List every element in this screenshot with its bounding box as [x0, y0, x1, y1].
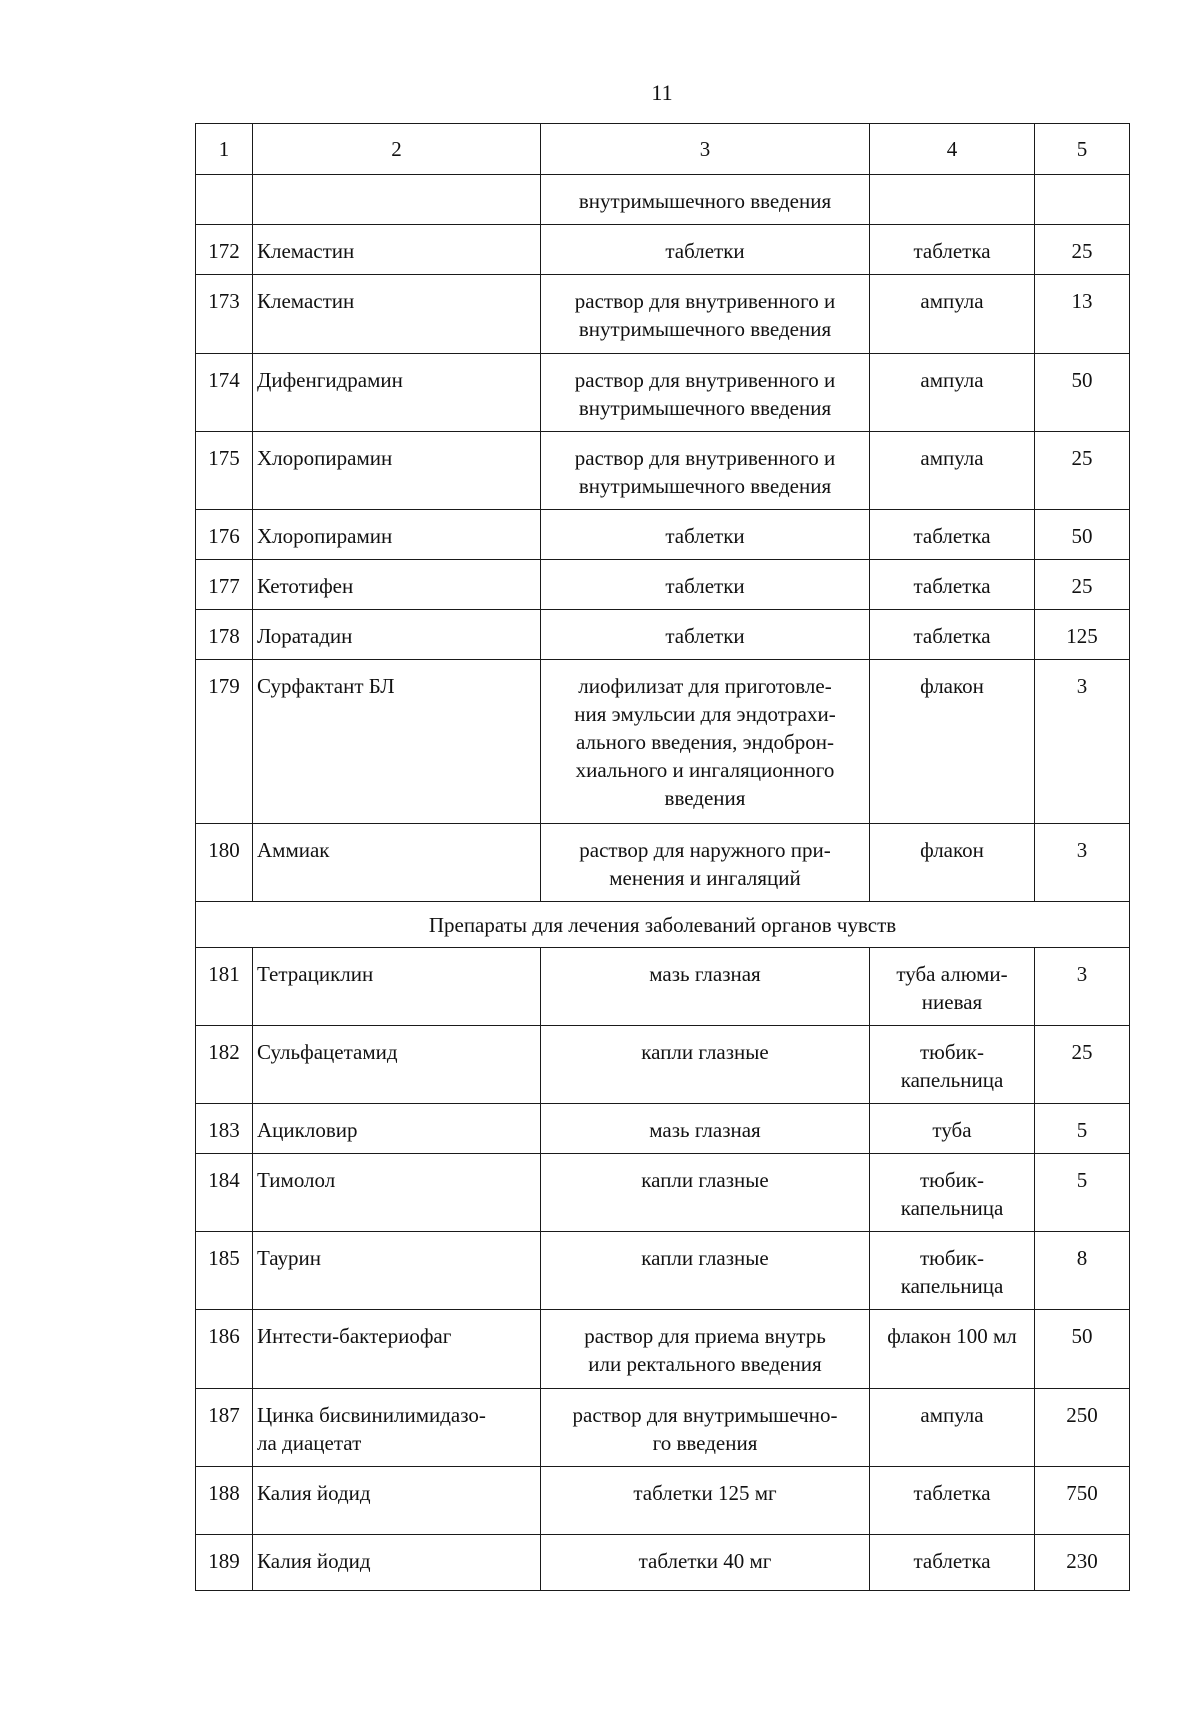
continuation-form-cell [541, 175, 870, 225]
table-row [196, 1467, 1130, 1535]
package-unit-text: флакон 100 мл [887, 1324, 1017, 1348]
table-row [196, 1104, 1130, 1154]
section-title: Препараты для лечения заболеваний органов чувств [196, 902, 1130, 948]
package-unit-cell [870, 275, 1035, 354]
dosage-form-text: лиофилизат для приготовле- [578, 674, 832, 698]
column-header-5: 5 [1035, 124, 1130, 175]
table-row [196, 824, 1130, 902]
drug-name-cell [253, 510, 541, 560]
package-unit-cell [870, 1026, 1035, 1104]
drug-name-text: ла диацетат [257, 1431, 362, 1455]
table-row [196, 1026, 1130, 1104]
quantity: 125 [1035, 610, 1130, 660]
dosage-form-text: внутримышечного введения [578, 474, 832, 498]
package-unit-text: таблетка [913, 574, 991, 598]
drug-name-text: Аммиак [257, 838, 330, 862]
package-unit-cell [870, 432, 1035, 510]
dosage-form-text: таблетки [665, 624, 745, 648]
quantity: 50 [1035, 354, 1130, 432]
dosage-form-cell [541, 660, 870, 824]
section-header-row [196, 902, 1130, 948]
table-row [196, 225, 1130, 275]
drug-name-text: Калия йодид [257, 1481, 371, 1505]
row-number: 180 [196, 824, 253, 902]
table-row [196, 510, 1130, 560]
dosage-form-text: капли глазные [641, 1168, 769, 1192]
drug-name-text: Калия йодид [257, 1549, 371, 1573]
row-number: 185 [196, 1232, 253, 1310]
dosage-form-text: капли глазные [641, 1040, 769, 1064]
row-number: 179 [196, 660, 253, 824]
drug-name-text: Ацикловир [257, 1118, 358, 1142]
row-number: 177 [196, 560, 253, 610]
page-number: 11 [651, 80, 673, 105]
drug-name-cell [253, 1154, 541, 1232]
dosage-form-cell [541, 510, 870, 560]
quantity: 750 [1035, 1467, 1130, 1535]
dosage-form-text: введения [664, 786, 746, 810]
table-row [196, 1389, 1130, 1467]
package-unit-cell [870, 1310, 1035, 1389]
quantity: 3 [1035, 660, 1130, 824]
row-number: 178 [196, 610, 253, 660]
drug-name-text: Хлоропирамин [257, 524, 393, 548]
row-number: 172 [196, 225, 253, 275]
dosage-form-text: хиального и ингаляционного [575, 758, 835, 782]
package-unit-text: туба алюми- [896, 962, 1008, 986]
package-unit-cell [870, 1389, 1035, 1467]
quantity: 25 [1035, 1026, 1130, 1104]
drug-name-cell [253, 610, 541, 660]
table-row [196, 432, 1130, 510]
medication-table [195, 123, 1130, 1591]
package-unit-cell [870, 354, 1035, 432]
drug-name-cell [253, 1467, 541, 1535]
dosage-form-text: внутримышечного введения [578, 317, 832, 341]
package-unit-cell [870, 1467, 1035, 1535]
package-unit-text: тюбик- [920, 1246, 984, 1270]
dosage-form-cell [541, 1535, 870, 1591]
row-number: 181 [196, 948, 253, 1026]
package-unit-cell [870, 1104, 1035, 1154]
quantity: 13 [1035, 275, 1130, 354]
dosage-form-text: мазь глазная [649, 1118, 761, 1142]
dosage-form-cell [541, 824, 870, 902]
drug-name-text: Кетотифен [257, 574, 354, 598]
dosage-form-text: таблетки 40 мг [638, 1549, 772, 1573]
drug-name-text: Клемастин [257, 239, 355, 263]
package-unit-text: таблетка [913, 1481, 991, 1505]
quantity: 5 [1035, 1104, 1130, 1154]
drug-name-cell [253, 1232, 541, 1310]
column-header-row [196, 124, 1130, 175]
dosage-form-text: таблетки 125 мг [633, 1481, 777, 1505]
drug-name-cell [253, 1104, 541, 1154]
table-row [196, 660, 1130, 824]
dosage-form-cell [541, 275, 870, 354]
dosage-form-text: мазь глазная [649, 962, 761, 986]
dosage-form-text: ального введения, эндоброн- [576, 730, 834, 754]
package-unit-cell [870, 1535, 1035, 1591]
drug-name-text: Лоратадин [257, 624, 353, 648]
dosage-form-cell [541, 432, 870, 510]
dosage-form-cell [541, 1310, 870, 1389]
drug-name-text: Хлоропирамин [257, 446, 393, 470]
column-header-2: 2 [253, 124, 541, 175]
quantity: 3 [1035, 824, 1130, 902]
table-row [196, 275, 1130, 354]
quantity: 8 [1035, 1232, 1130, 1310]
package-unit-text: тюбик- [920, 1168, 984, 1192]
dosage-form-cell [541, 1026, 870, 1104]
row-number: 175 [196, 432, 253, 510]
dosage-form-text: таблетки [665, 524, 745, 548]
drug-name-cell [253, 948, 541, 1026]
dosage-form-text: раствор для внутривенного и [574, 368, 836, 392]
table-row [196, 560, 1130, 610]
continuation-form-text: внутримышечного введения [578, 189, 832, 213]
dosage-form-text: раствор для внутривенного и [574, 289, 836, 313]
row-number: 188 [196, 1467, 253, 1535]
drug-name-cell [253, 225, 541, 275]
quantity: 25 [1035, 560, 1130, 610]
drug-name-text: Дифенгидрамин [257, 368, 403, 392]
dosage-form-cell [541, 225, 870, 275]
row-number: 184 [196, 1154, 253, 1232]
drug-name-text: Тетрациклин [257, 962, 374, 986]
table-row [196, 1535, 1130, 1591]
table-row [196, 1232, 1130, 1310]
column-header-3: 3 [541, 124, 870, 175]
drug-name-cell [253, 660, 541, 824]
drug-name-cell [253, 1026, 541, 1104]
dosage-form-cell [541, 1467, 870, 1535]
package-unit-cell [870, 1232, 1035, 1310]
quantity: 3 [1035, 948, 1130, 1026]
dosage-form-text: раствор для внутримышечно- [572, 1403, 838, 1427]
drug-name-text: Клемастин [257, 289, 355, 313]
column-header-1: 1 [196, 124, 253, 175]
package-unit-text: ампула [920, 1403, 984, 1427]
drug-name-cell [253, 560, 541, 610]
package-unit-cell [870, 510, 1035, 560]
table-row [196, 1310, 1130, 1389]
dosage-form-text: го введения [652, 1431, 758, 1455]
drug-name-cell [253, 1535, 541, 1591]
dosage-form-text: раствор для наружного при- [579, 838, 831, 862]
dosage-form-text: таблетки [665, 239, 745, 263]
drug-name-text: Цинка бисвинилимидазо- [257, 1403, 486, 1427]
package-unit-text: ампула [920, 446, 984, 470]
dosage-form-text: капли глазные [641, 1246, 769, 1270]
drug-name-cell [253, 1310, 541, 1389]
package-unit-text: таблетка [913, 239, 991, 263]
dosage-form-cell [541, 1154, 870, 1232]
dosage-form-text: менения и ингаляций [609, 866, 801, 890]
row-number: 176 [196, 510, 253, 560]
row-number: 183 [196, 1104, 253, 1154]
row-number: 173 [196, 275, 253, 354]
package-unit-text: туба [932, 1118, 972, 1142]
row-number: 187 [196, 1389, 253, 1467]
drug-name-text: Сульфацетамид [257, 1040, 398, 1064]
package-unit-text: флакон [920, 838, 984, 862]
package-unit-text: ампула [920, 368, 984, 392]
drug-name-cell [253, 824, 541, 902]
quantity: 50 [1035, 510, 1130, 560]
package-unit-text: таблетка [913, 524, 991, 548]
quantity: 50 [1035, 1310, 1130, 1389]
package-unit-text: капельница [900, 1196, 1004, 1220]
row-number: 186 [196, 1310, 253, 1389]
package-unit-text: таблетка [913, 1549, 991, 1573]
dosage-form-text: ния эмульсии для эндотрахи- [574, 702, 836, 726]
dosage-form-cell [541, 1104, 870, 1154]
drug-name-text: Интести-бактериофаг [257, 1324, 452, 1348]
drug-name-text: Тимолол [257, 1168, 336, 1192]
drug-name-cell [253, 354, 541, 432]
dosage-form-cell [541, 948, 870, 1026]
dosage-form-cell [541, 610, 870, 660]
dosage-form-cell [541, 1232, 870, 1310]
drug-name-text: Сурфактант БЛ [257, 674, 395, 698]
package-unit-text: капельница [900, 1068, 1004, 1092]
continuation-num-cell [196, 175, 253, 225]
dosage-form-cell [541, 354, 870, 432]
continuation-row [196, 175, 1130, 225]
package-unit-text: таблетка [913, 624, 991, 648]
dosage-form-text: раствор для внутривенного и [574, 446, 836, 470]
package-unit-cell [870, 225, 1035, 275]
dosage-form-text: или ректального введения [588, 1352, 822, 1376]
package-unit-cell [870, 1154, 1035, 1232]
quantity: 25 [1035, 225, 1130, 275]
drug-name-cell [253, 275, 541, 354]
row-number: 182 [196, 1026, 253, 1104]
table-row [196, 948, 1130, 1026]
package-unit-cell [870, 560, 1035, 610]
table-row [196, 354, 1130, 432]
package-unit-cell [870, 660, 1035, 824]
package-unit-text: ниевая [921, 990, 983, 1014]
package-unit-text: капельница [900, 1274, 1004, 1298]
row-number: 189 [196, 1535, 253, 1591]
continuation-unit-cell [870, 175, 1035, 225]
dosage-form-cell [541, 1389, 870, 1467]
dosage-form-cell [541, 560, 870, 610]
continuation-name-cell [253, 175, 541, 225]
column-header-4: 4 [870, 124, 1035, 175]
quantity: 250 [1035, 1389, 1130, 1467]
dosage-form-text: раствор для приема внутрь [584, 1324, 826, 1348]
dosage-form-text: внутримышечного введения [578, 396, 832, 420]
row-number: 174 [196, 354, 253, 432]
package-unit-cell [870, 610, 1035, 660]
package-unit-cell [870, 824, 1035, 902]
dosage-form-text: таблетки [665, 574, 745, 598]
drug-name-text: Таурин [257, 1246, 322, 1270]
table-row [196, 610, 1130, 660]
quantity: 25 [1035, 432, 1130, 510]
package-unit-text: ампула [920, 289, 984, 313]
drug-name-cell [253, 1389, 541, 1467]
quantity: 5 [1035, 1154, 1130, 1232]
continuation-qty-cell [1035, 175, 1130, 225]
package-unit-text: тюбик- [920, 1040, 984, 1064]
drug-name-cell [253, 432, 541, 510]
table-body [196, 124, 1130, 1591]
quantity: 230 [1035, 1535, 1130, 1591]
package-unit-cell [870, 948, 1035, 1026]
table-row [196, 1154, 1130, 1232]
package-unit-text: флакон [920, 674, 984, 698]
